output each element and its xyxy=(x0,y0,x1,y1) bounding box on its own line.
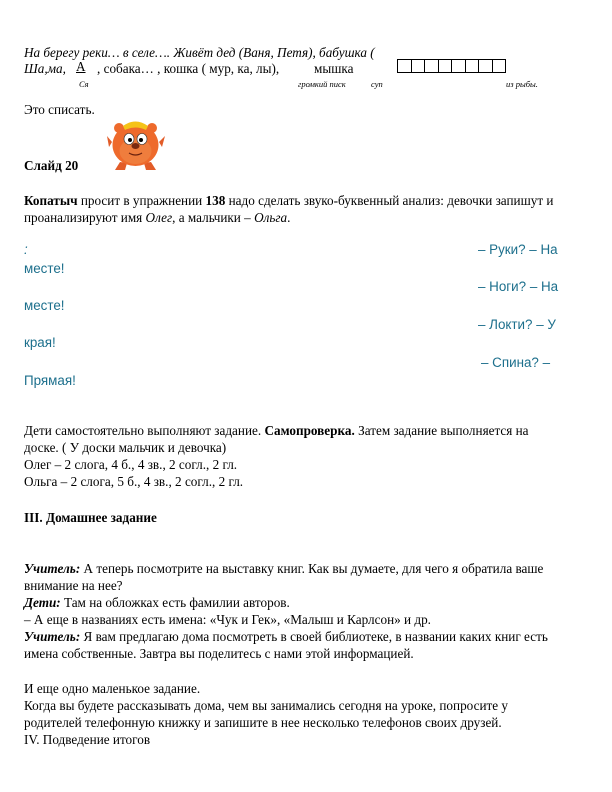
closing-line-4: IV. Подведение итогов xyxy=(24,732,151,747)
dialogue-block xyxy=(24,560,589,662)
copy-instruction: Это списать. xyxy=(24,102,95,117)
teacher-text-1: А теперь посмотрите на выставку книг. Как вы думаете, для чего я обратила ваше xyxy=(80,561,544,576)
exercise-line-7: – Спина? – xyxy=(481,355,551,370)
sub-soup: суп xyxy=(371,79,383,89)
task-text-2: надо сделать звуко-буквенный анализ: девочки запишут и xyxy=(225,193,554,208)
selfcheck-text-1: Дети самостоятельно выполняют задание. xyxy=(24,423,265,438)
teacher-label: Учитель: xyxy=(24,561,81,576)
teacher2-text-1: Я вам предлагаю дома посмотреть в своей библиотеке, в названии каких книг есть xyxy=(80,629,548,644)
teacher2-text-2: имена собственные. Завтра вы поделитесь с нами этой информацией. xyxy=(24,646,414,661)
task-text-4: , а мальчики – xyxy=(172,210,255,225)
homework-heading: III. Домашнее задание xyxy=(24,510,157,525)
olga-analysis: Ольга – 2 слога, 5 б., 4 зв., 2 согл., 2 гл. xyxy=(24,474,244,489)
kids-text-2: – А еще в названиях есть имена: «Чук и Гек», «Малыш и Карлсон» и др. xyxy=(24,612,431,627)
exercise-line-1: – Руки? – На xyxy=(478,242,558,257)
letter-a: А xyxy=(76,59,86,74)
teacher-text-2: внимание на нее? xyxy=(24,578,123,593)
slide-label: Слайд 20 xyxy=(24,158,79,173)
selfcheck-text-2: Затем задание выполняется на xyxy=(354,423,529,438)
task-text-3: проанализируют имя xyxy=(24,210,146,225)
selfcheck-paragraph xyxy=(24,422,589,490)
kopatych-smesharik-icon xyxy=(106,116,166,172)
closing-line-2: Когда вы будете рассказывать дома, чем вы занимались сегодня на уроке, попросите у xyxy=(24,698,509,713)
selfcheck-text-3: доске. ( У доски мальчик и девочка) xyxy=(24,440,227,455)
sub-fish: из рыбы. xyxy=(506,79,538,89)
name-olga: Ольга xyxy=(254,210,288,225)
exercise-line-8: Прямая! xyxy=(24,373,76,388)
oleg-analysis: Олег – 2 слога, 4 б., 4 зв., 2 согл., 2 гл. xyxy=(24,457,238,472)
closing-line-3: родителей телефонную книжку и запишите в нее несколько телефонов своих друзей. xyxy=(24,715,502,730)
name-oleg: Олег xyxy=(145,210,173,225)
exercise-line-6: края! xyxy=(24,335,56,350)
sub-sya: Ся xyxy=(79,79,89,89)
selfcheck-bold: Самопроверка. xyxy=(264,423,355,438)
task-paragraph xyxy=(24,192,589,226)
task-text-5: . xyxy=(287,210,291,225)
header-line-2-mid: , собака… , кошка ( мур, ка, лы), xyxy=(97,61,280,76)
header-line-2-start: Ша,ма, xyxy=(24,61,66,76)
exercise-colon: : xyxy=(24,242,28,257)
task-text-1: просит в упражнении xyxy=(77,193,206,208)
kopatych-name: Копатыч xyxy=(24,193,78,208)
header-line-2-mouse: мышка xyxy=(314,61,354,76)
exercise-line-3: – Ноги? – На xyxy=(478,279,559,294)
teacher2-label: Учитель: xyxy=(24,629,81,644)
kids-label: Дети: xyxy=(24,595,61,610)
closing-block xyxy=(24,680,589,748)
letter-boxes xyxy=(398,59,506,73)
exercise-line-2: месте! xyxy=(24,261,65,276)
exercise-line-5: – Локти? – У xyxy=(478,317,556,332)
kids-text: Там на обложках есть фамилии авторов. xyxy=(60,595,290,610)
closing-line-1: И еще одно маленькое задание. xyxy=(24,681,201,696)
exercise-line-4: месте! xyxy=(24,298,65,313)
sub-squeak: громкий писк xyxy=(298,79,346,89)
header-line-1: На берегу реки… в селе…. Живёт дед (Ваня, Петя), бабушка ( xyxy=(24,45,375,60)
exercise-number: 138 xyxy=(205,193,226,208)
